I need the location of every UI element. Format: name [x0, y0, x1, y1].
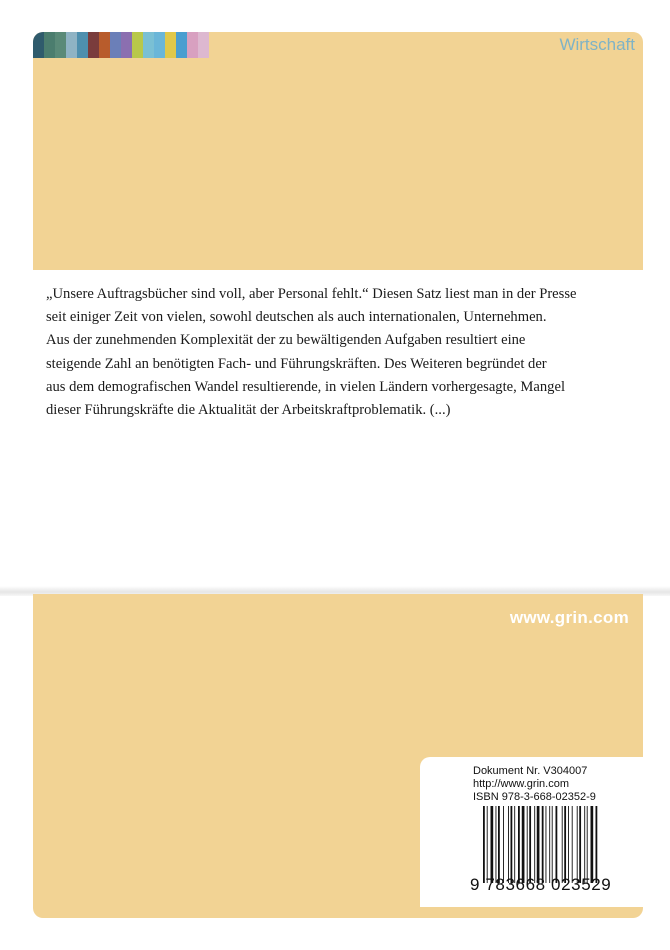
color-stripe	[176, 32, 187, 58]
color-stripe	[121, 32, 132, 58]
abstract-text	[46, 283, 636, 422]
color-stripe	[55, 32, 66, 58]
color-stripe	[154, 32, 165, 58]
isbn-number: ISBN 978-3-668-02352-9	[473, 791, 596, 803]
category-label: Wirtschaft	[559, 35, 635, 54]
color-stripe	[88, 32, 99, 58]
color-stripes	[33, 32, 209, 58]
publisher-url: http://www.grin.com	[473, 778, 569, 790]
bottom-cover-panel	[33, 594, 643, 918]
color-stripe	[66, 32, 77, 58]
color-stripe	[165, 32, 176, 58]
barcode-digits: 9 783668 023529	[470, 875, 612, 894]
color-stripe	[99, 32, 110, 58]
color-stripe	[77, 32, 88, 58]
color-stripe	[132, 32, 143, 58]
abstract-line: steigende Zahl an benötigten Fach- und Führungskräften. Des Weiteren begründet der	[46, 355, 547, 372]
abstract-line: seit einiger Zeit von vielen, sowohl deutschen als auch internationalen, Unternehmen.	[46, 309, 547, 326]
color-stripe	[110, 32, 121, 58]
color-stripe	[198, 32, 209, 58]
isbn-info-box	[420, 757, 643, 907]
abstract-line: Aus der zunehmenden Komplexität der zu bewältigenden Aufgaben resultiert eine	[46, 332, 526, 349]
abstract-line: aus dem demografischen Wandel resultierende, in vielen Ländern vorhergesagte, Mangel	[46, 378, 566, 395]
abstract-line: „Unsere Auftragsbücher sind voll, aber Personal fehlt.“ Diesen Satz liest man in der Presse	[46, 286, 577, 302]
abstract-line: dieser Führungskräfte die Aktualität der Arbeitskraftproblematik. (...)	[46, 402, 451, 419]
color-stripe	[143, 32, 154, 58]
color-stripe	[187, 32, 198, 58]
color-stripe	[44, 32, 55, 58]
color-stripe	[33, 32, 44, 58]
top-cover-panel	[33, 32, 643, 270]
barcode-icon	[483, 806, 633, 883]
publisher-website: www.grin.com	[509, 608, 629, 627]
document-number: Dokument Nr. V304007	[473, 765, 588, 777]
